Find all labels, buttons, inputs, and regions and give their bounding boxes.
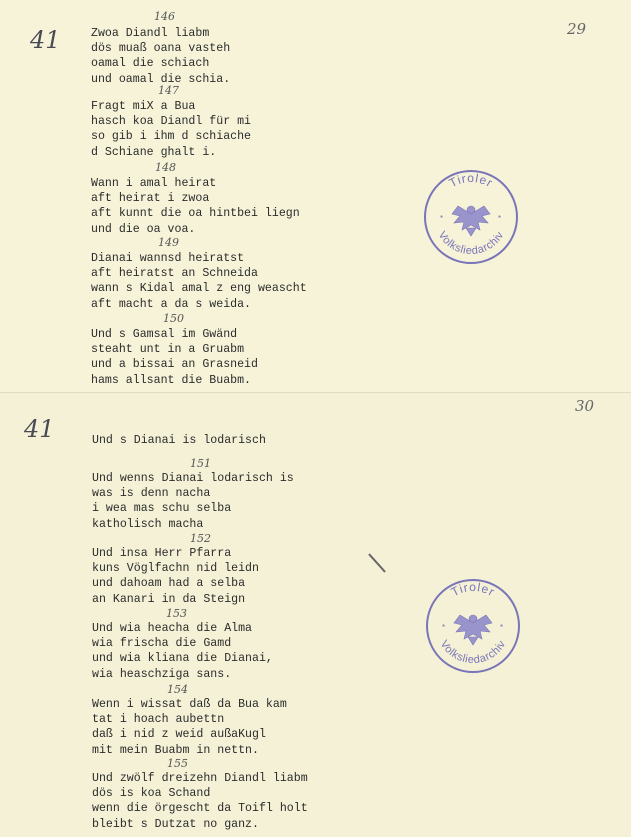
svg-text:*: * xyxy=(500,623,504,632)
svg-text:Tiroler: Tiroler xyxy=(446,170,496,191)
verse-number: 151 xyxy=(190,457,211,470)
svg-text:*: * xyxy=(442,623,446,632)
verse-155: Und zwölf dreizehn Diandl liabm dös is koa Schand wenn die örgescht da Toifl holt bleibt s Dutzat no ganz. xyxy=(92,772,308,831)
svg-text:Tiroler: Tiroler xyxy=(448,579,498,600)
verse-149: Dianai wannsd heiratst aft heiratst an Schneida wann s Kidal amal z eng weascht aft macht a da s weida. xyxy=(91,252,307,311)
pencil-mark xyxy=(368,553,386,572)
verse-number: 146 xyxy=(154,10,175,23)
verse-number: 152 xyxy=(190,532,211,545)
verse-151: Und wenns Dianai lodarisch is was is denn nacha i wea mas schu selba katholisch macha xyxy=(92,472,294,531)
page-number: 41 xyxy=(30,26,61,54)
verse-154: Wenn i wissat daß da Bua kam tat i hoach aubettn daß i nid z weid außaKugl mit mein Buabm in nettn. xyxy=(92,698,287,757)
svg-text:*: * xyxy=(498,214,502,223)
archive-stamp xyxy=(424,577,522,675)
verse-147: Fragt miX a Bua hasch koa Diandl für mi so gib i ihm d schiache d Schiane ghalt i. xyxy=(91,100,252,159)
eagle-emblem-icon xyxy=(454,615,492,645)
corner-number: 30 xyxy=(575,397,595,415)
verse-number: 153 xyxy=(166,607,187,620)
svg-text:*: * xyxy=(440,214,444,223)
svg-text:Volksliedarchiv: Volksliedarchiv xyxy=(437,638,509,667)
page-number: 41 xyxy=(24,415,55,443)
verse-152: Und insa Herr Pfarra kuns Vöglfachn nid leidn und dahoam had a selba an Kanari in da Steign xyxy=(92,547,259,606)
eagle-emblem-icon xyxy=(452,206,490,236)
verse-number: 147 xyxy=(158,84,179,97)
verse-number: 155 xyxy=(167,757,188,770)
verse-number: 150 xyxy=(163,312,184,325)
verse-number: 148 xyxy=(155,161,176,174)
top-sheet xyxy=(0,0,631,392)
verse-number: 154 xyxy=(167,683,188,696)
verse-153: Und wia heacha die Alma wia frischa die Gamd und wia kliana die Dianai, wia heaschziga sans. xyxy=(92,622,273,681)
song-title: Und s Dianai is lodarisch xyxy=(92,434,266,447)
corner-number: 29 xyxy=(567,20,587,38)
verse-146: Zwoa Diandl liabm dös muaß oana vasteh oamal die schiach und oamal die schia. xyxy=(91,27,231,86)
archive-stamp xyxy=(422,168,520,266)
bottom-sheet xyxy=(0,392,631,837)
verse-150: Und s Gamsal im Gwänd steaht unt in a Gruabm und a bissai an Grasneid hams allsant die Buabm. xyxy=(91,328,258,387)
svg-text:Volksliedarchiv: Volksliedarchiv xyxy=(435,229,507,258)
verse-148: Wann i amal heirat aft heirat i zwoa aft kunnt die oa hintbei liegn und die oa voa. xyxy=(91,177,300,236)
verse-number: 149 xyxy=(158,236,179,249)
